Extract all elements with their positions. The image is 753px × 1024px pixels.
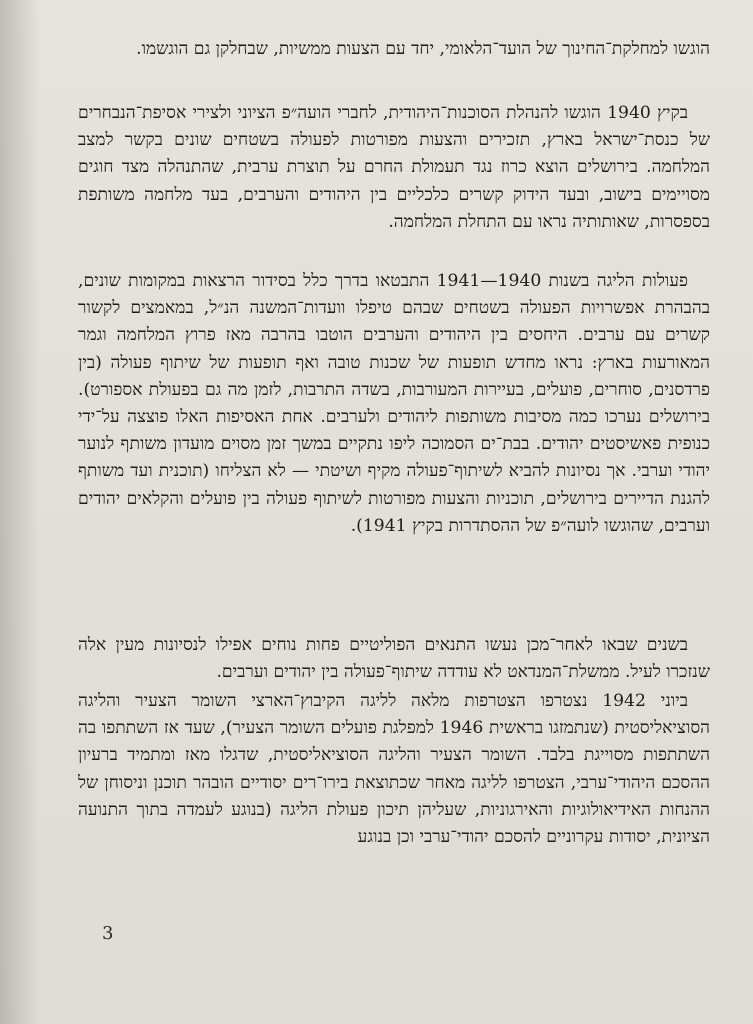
paragraph-5-text: ביוני 1942 נצטרפו הצטרפות מלאה לליגה הקיבוץ־הארצי השומר הצעיר והליגה הסוציאליסטית (שנתמזגו בראשית 1946 למפלגת פועלים השומר הצעיר), שעד אז השתתפו בה השתתפות מסוייגת בלבד. השומר הצעיר והליגה הסוציאליסטית, שדגלו מאז ומתמיד ברעיון ההסכם היהודי־ערבי, הצטרפו לליגה מאחר שכתוצאת בירו־רים יסודיים הובהר תוכנן וניסוחן של ההנחות האידיאולוגיות והאירגוניות, שעליהן תיכון פעולת הליגה (בנוגע לעמדה בתוך התנועה הציונית, יסודות עקרוניים להסכם יהודי־ערבי וכן בנוגע [78,691,711,848]
paragraph-3-text: פעולות הליגה בשנות 1940—1941 התבטאו בדרך כלל בסידור הרצאות במקומות שונים, בהבהרת אפשרויות הפעולה בשטחים שבהם טיפלו וועדות־המשנה הנ״ל, במאמצים לקשור קשרים עם ערבים. היחסים בין היהודים והערבים הוטבו בהרבה מאז פרוץ המלחמה וגמר המאורעות בארץ: נראו מחדש תופעות של שכנות טובה ואף תופעות של שיתוף פעולה (בין פרדסנים, סוחרים, פועלים, בעיירות המעורבות, בשדה התרבות, לזמן מה גם בפעולת אספורט). בירושלים נערכו כמה מסיבות משותפות ליהודים ולערבים. אחת האסיפות האלו פוצצה על־ידי כנופית פאשיסטים יהודים. בבת־ים הסמוכה ליפו נתקיים במשך זמן מסוים מועדון משותף לנוער יהודי וערבי. אך נסיונות להביא לשיתוף־פעולה מקיף ושיטתי — לא הצליחו (תוכנית ועד משותף להגנת הדיירים בירושלים, תוכניות והצעות מפורטות לשיתוף פעולה בין פועלים והקלאים יהודים וערבים, שהוגשו לועה״פ של ההסתדרות בקיץ 1941). [78,271,711,536]
paragraph-4 [78,632,710,686]
paragraph-1-text: הוגשו למחלקת־החינוך של הועד־הלאומי, יחד עם הצעות ממשיות, שבחלקן גם הוגשמו. [136,39,710,59]
paragraph-2-text: בקיץ 1940 הוגשו להנהלת הסוכנות־היהודית, לחברי הועה״פ הציוני ולצירי אסיפת־הנבחרים של כנסת־ישראל בארץ, תזכירים והצעות מפורטות לפעולה בשטחים שונים בקשר למצב המלחמה. בירושלים הוצא כרוז נגד תעמולת החרם על תוצרת ערבית, שהתנהלה מצד חוגים מסויימים בישוב, ובעד הידוק קשרים כלכליים בין היהודים והערבים, בעד מלחמה משותפת בספסרות, שאותותיה נראו עם התחלת המלחמה. [78,103,710,232]
paragraph-5 [78,688,710,851]
paragraph-2 [78,100,710,236]
paragraph-4-text: בשנים שבאו לאחר־מכן נעשו התנאים הפוליטיים פחות נוחים אפילו לנסיונות מעין אלה שנזכרו לעיל. ממשלת־המנדאט לא עודדה שיתוף־פעולה בין יהודים וערבים. [78,635,710,683]
page-number: 3 [102,923,114,944]
paragraph-1 [78,36,710,63]
paragraph-3 [78,268,710,540]
